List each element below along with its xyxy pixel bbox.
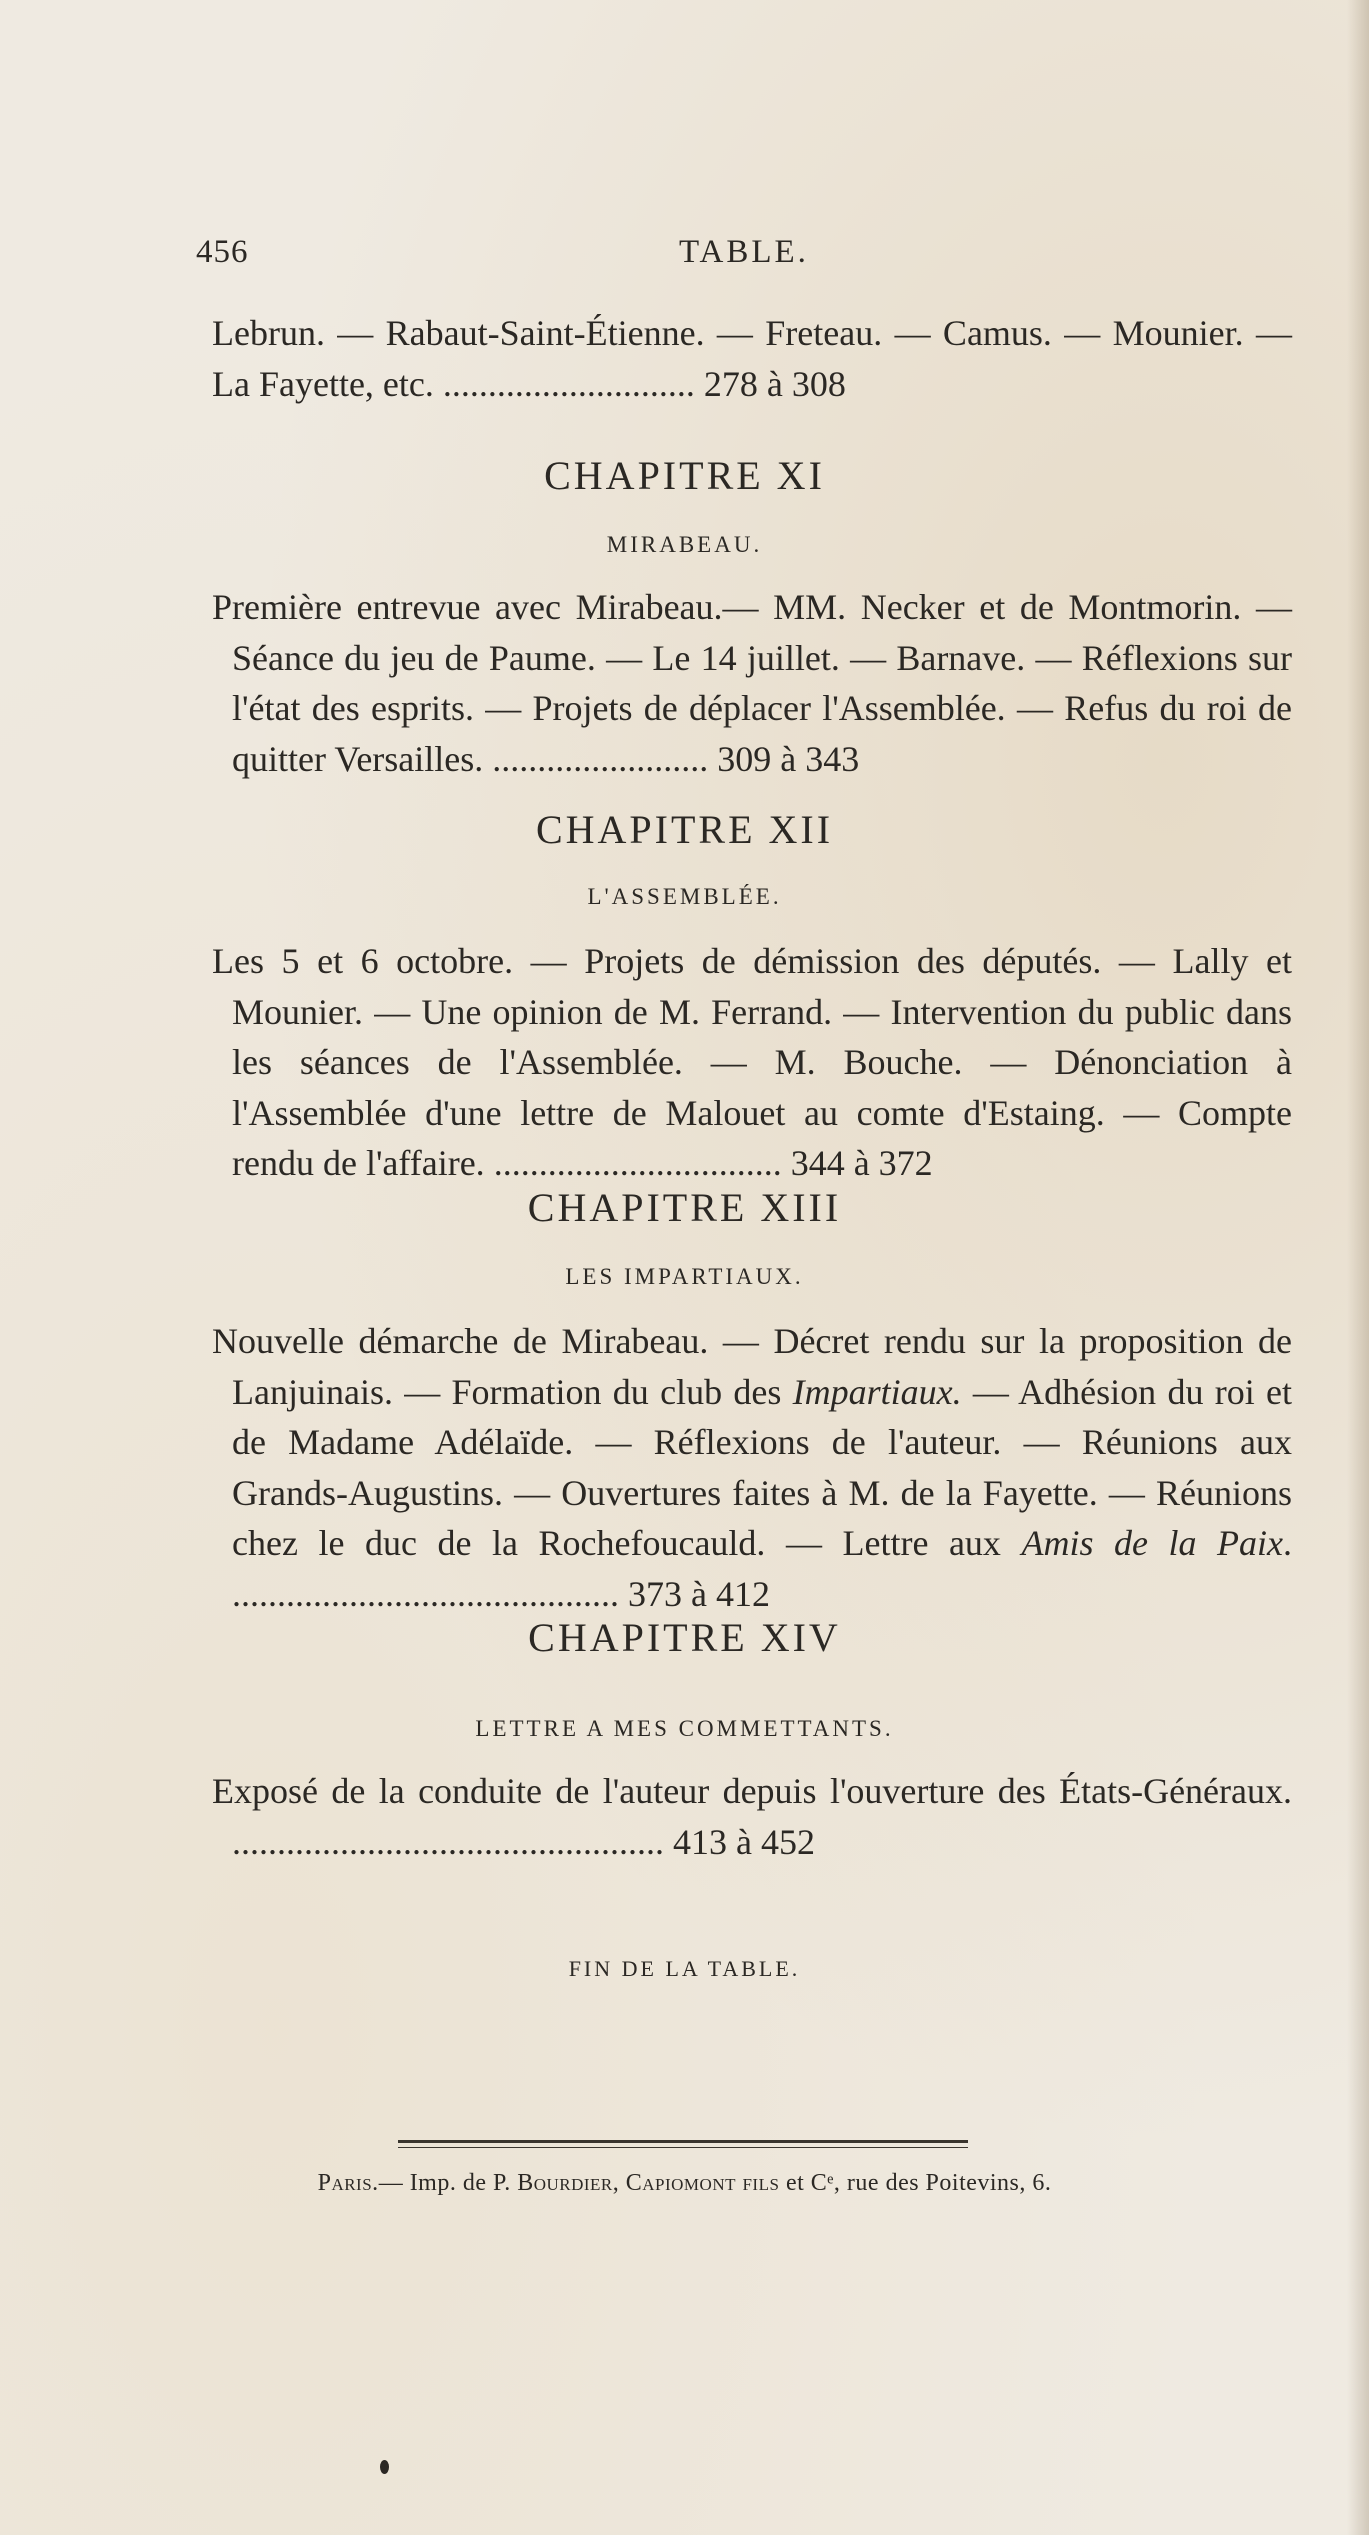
dot-leader: ............................	[442, 363, 695, 404]
imprint-text: et Cᵉ, rue des Poitevins, 6.	[779, 2170, 1052, 2196]
imprint-text: — Imp. de P.	[378, 2170, 518, 2196]
imprint-partner: Capiomont fils	[625, 2170, 780, 2196]
entry-summary-part: .	[1283, 1523, 1293, 1563]
chapter-title: CHAPITRE XIII	[527, 1185, 842, 1230]
toc-entry	[212, 1316, 1292, 1619]
page-range: 373 à 412	[628, 1573, 770, 1614]
entry-summary: Première entrevue avec Mirabeau.— MM. Necker et de Montmorin. — Séance du jeu de Paume. — Le 14 juillet. — Barnave. — Réflexions sur l'état des esprits. — Projets de déplacer l'Assemblée. — Refus du roi de quitter Versailles.	[212, 587, 1292, 779]
toc-entry	[212, 936, 1292, 1189]
page-header	[196, 234, 1294, 284]
page-range: 344 à 372	[790, 1143, 933, 1183]
dot-leader: ........................	[492, 738, 709, 779]
running-title: TABLE.	[679, 234, 809, 270]
entry-summary-italic: Impartiaux.	[792, 1371, 962, 1412]
ink-spot	[380, 2460, 389, 2474]
chapter-subtitle: L'ASSEMBLÉE.	[587, 884, 782, 909]
chapter-subtitle: LES IMPARTIAUX.	[565, 1264, 804, 1289]
printer-imprint	[0, 2170, 1369, 2197]
imprint-printer: Bourdier	[517, 2170, 613, 2196]
dot-leader: ...........................................	[232, 1573, 619, 1614]
page-range: 309 à 343	[717, 738, 860, 779]
page-range: 413 à 452	[673, 1821, 815, 1862]
entry-summary-italic: Amis de la Paix	[1021, 1523, 1284, 1563]
page-number: 456	[196, 234, 249, 270]
toc-entry-continued	[212, 308, 1292, 409]
entry-summary: Lebrun. — Rabaut-Saint-Étienne. — Freteau. — Camus. — Mounier. — La Fayette, etc.	[212, 313, 1292, 404]
entry-summary-part: Nouvelle démarche de Mirabeau. — Décret rendu sur la proposition de Lanjuinais. — Formation du club des	[212, 1321, 1292, 1412]
end-of-table-note: FIN DE LA TABLE.	[568, 1956, 801, 1981]
imprint-text: ,	[612, 2170, 626, 2196]
imprint-city: Paris.	[317, 2170, 379, 2196]
chapter-title: CHAPITRE XIV	[528, 1615, 841, 1660]
dot-leader: ................................................	[232, 1821, 664, 1862]
toc-entry	[212, 1766, 1292, 1867]
chapter-subtitle: MIRABEAU.	[606, 532, 763, 557]
imprint-rule-thin	[398, 2147, 968, 2148]
chapter-title: CHAPITRE XII	[535, 807, 834, 852]
chapter-subtitle: LETTRE A MES COMMETTANTS.	[475, 1716, 894, 1741]
page-range: 278 à 308	[703, 363, 846, 404]
entry-summary: Exposé de la conduite de l'auteur depuis l'ouverture des États-Généraux.	[212, 1771, 1292, 1811]
toc-entry	[212, 582, 1292, 784]
chapter-title: CHAPITRE XI	[544, 453, 825, 498]
entry-summary: Les 5 et 6 octobre. — Projets de démission des députés. — Lally et Mounier. — Une opinion de M. Ferrand. — Intervention du public dans les séances de l'Assemblée. — M. Bouche. — Dénonciation à l'Assemblée d'une lettre de Malouet au comte d'Estaing. — Compte rendu de l'affaire.	[212, 941, 1292, 1183]
imprint-rule	[398, 2140, 968, 2143]
dot-leader: ................................	[493, 1143, 782, 1183]
entry-summary-part: — Adhésion du roi et de Madame Adélaïde. — Réflexions de l'auteur. — Réunions aux Grands-Augustins. — Ouvertures faites à M. de la Fayette. — Réunions chez le duc de la Rochefoucauld. — Lettre aux	[232, 1371, 1292, 1563]
